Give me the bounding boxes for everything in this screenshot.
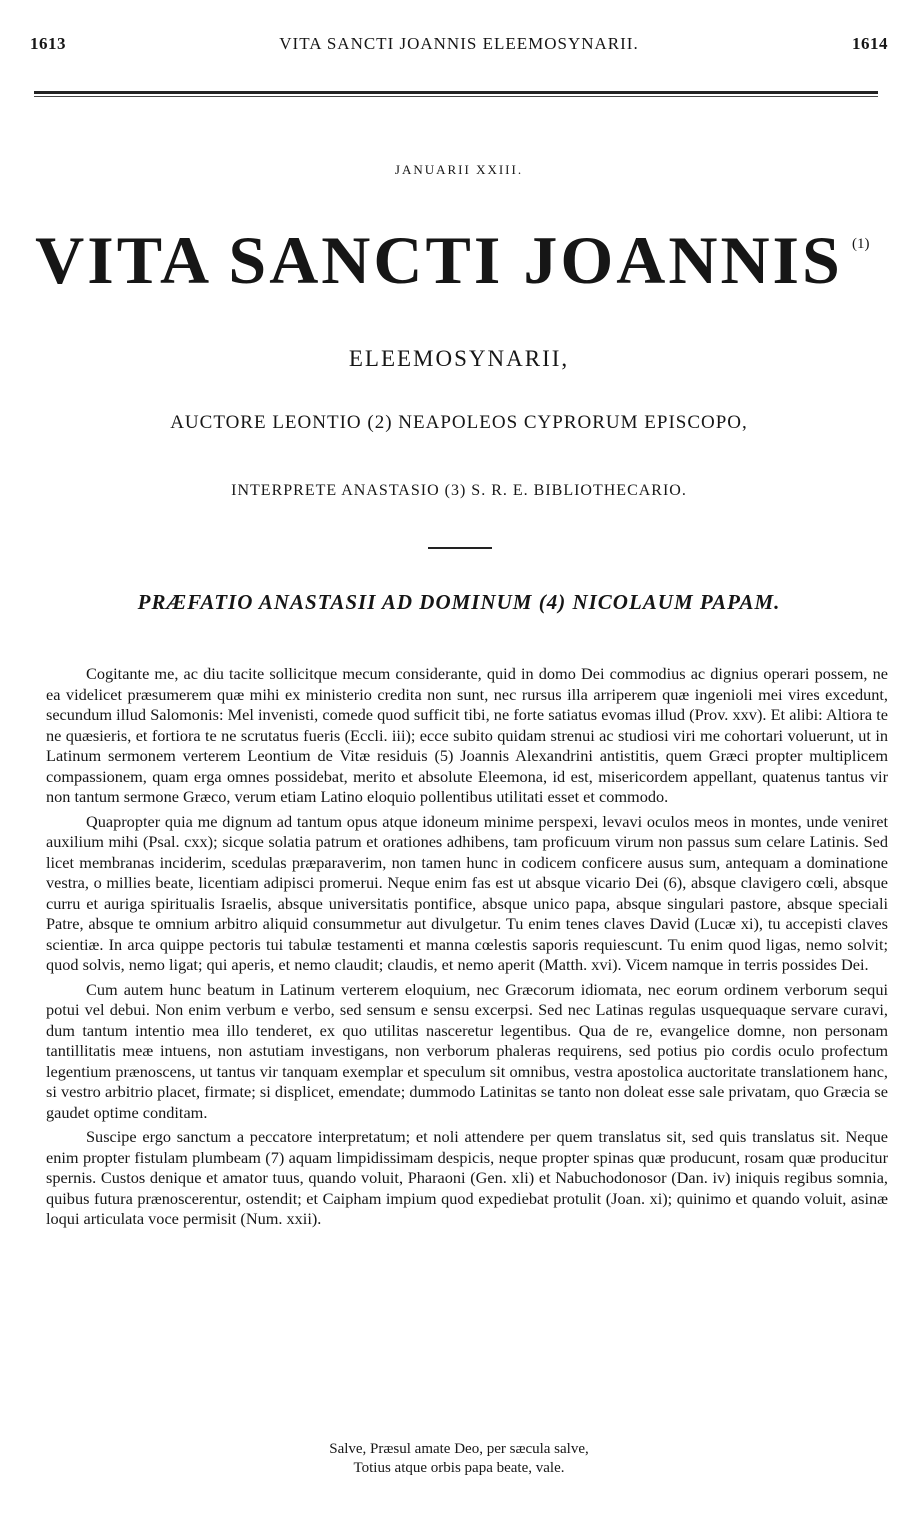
header-rule-thick — [34, 91, 878, 94]
main-title: VITA SANCTI JOANNIS — [35, 222, 843, 298]
page-number-right: 1614 — [852, 34, 888, 53]
header-rule-thin — [34, 96, 878, 97]
closing-verse — [0, 1440, 918, 1478]
feast-date: JANUARII XXIII. — [394, 162, 524, 177]
author-line: AUCTORE LEONTIO (2) NEAPOLEOS CYPRORUM EPISCOPO, — [170, 412, 748, 433]
running-title: VITA SANCTI JOANNIS ELEEMOSYNARII. — [279, 34, 639, 53]
paragraph: Cum autem hunc beatum in Latinum verterem eloquium, nec Græcorum idiomata, nec eorum ordinem verborum sequi potui vel debui. Non enim verbum e verbo, sed sensum e sensu excerpsi. Sed nec Latinas regulas usquequaque servare curavi, dum tantum intentio mea illo tenderet, ex quo utilitas nasceretur legentibus. Qua de re, evangelice domne, non personam tantillitatis meæ intuens, non astutiam investigans, non verborum phaleras requirens, sed potius pio cordis oculo profectum legentium prænoscens, ut tantus vir tanquam exemplar et speculum sit omnibus, vestra apostolica auctoritate translationem hanc, si vestro arbitrio placet, firmate; si displicet, emendate; dummodo Latinitas se tanto non doleat esse sale privatam, quo Græcia se gaudet optime conditam. — [46, 979, 888, 1122]
paragraph: Suscipe ergo sanctum a peccatore interpretatum; et noli attendere per quem translatus sit, sed quis translatus sit. Neque enim propter fistulam plumbeam (7) aquam limpidissimam despicis, neque propter spinas quæ producunt, rosam quæ producitur spernis. Custos denique et amator tuus, quando voluit, Pharaoni (Gen. xli) et Nabuchodonosor (Dan. iv) iniquis regibus somnia, quibus futura prænoscerentur, ostendit; et Caipham impium quod expediebat protulit (Joan. xi); quinimo et quando voluit, asinæ loqui articulata voce permisit (Num. xxii). — [46, 1127, 888, 1228]
preface-body — [46, 664, 888, 1234]
paragraph: Cogitante me, ac diu tacite sollicitque mecum considerante, quid in domo Dei commodius ac dignius operari possem, ne ea videlicet præsumerem quæ mihi ex ministerio credita non sunt, nec rursus illa arriperem quæ ingenioli mei vires excedunt, secundum illud Salomonis: Mel invenisti, comede quod sufficit tibi, ne forte satiatus evomas illud (Prov. xxv). Et alibi: Altiora te ne quæsieris, et fortiora te ne scrutatus fueris (Eccli. iii); ecce subito quidam strenui ac studiosi viri me cohortari voluerunt, ut in Latinum sermonem verterem Leontium de Vitæ residuis (5) Joannis Alexandrini antistitis, quem Græci propter multiplicem compassionem, quam erga omnes possidebat, merito et absolute Eleemona, id est, misericordem appellant, quatenus tantus vir non tantum sermone Græco, verum etiam Latino eloquio pollentibus utilitati esset et commodo. — [46, 664, 888, 806]
subtitle: ELEEMOSYNARII, — [348, 346, 570, 371]
paragraph: Quapropter quia me dignum ad tantum opus atque idoneum minime perspexi, levavi oculos meos in montes, unde veniret auxilium mihi (Psal. cxx); sicque solatia patrum et orationes adhibens, tam proficuum virum non passus sum celare Latinis. Sed licet membranas inciderim, scedulas præparaverim, non tamen hunc in codicem conficere ausus sum, antequam a dominatione vestra, o millies beate, licentiam adipisci promerui. Neque enim fas est ut absque vicario Dei (6), absque clavigero cœli, absque curru et auriga spiritualis Israelis, absque universitatis pontifice, absque unico papa, absque singulari pastore, absque speciali Patre, absque te omnium arbitro aliquid consummetur aut divulgetur. Tu enim tenes claves David (Lucæ xi), tu accepisti claves scientiæ. In arca quippe pectoris tui tabulæ testamenti et manna cœlestis saporis requiescunt. Tu enim quod ligas, nemo solvit; quod solvis, nemo ligat; qui aperis, et nemo claudit; claudis, et nemo aperit (Matth. xvi). Vicem namque in terris possides Dei. — [46, 811, 888, 974]
running-header — [30, 34, 888, 58]
translator-line: INTERPRETE ANASTASIO (3) S. R. E. BIBLIOTHECARIO. — [231, 482, 687, 499]
title-footnote-marker: (1) — [852, 236, 870, 252]
page-number-left: 1613 — [30, 34, 66, 53]
verse-line: Totius atque orbis papa beate, vale. — [353, 1460, 565, 1476]
preface-title: PRÆFATIO ANASTASII AD DOMINUM (4) NICOLAUM PAPAM. — [137, 590, 781, 614]
verse-line: Salve, Præsul amate Deo, per sæcula salve, — [329, 1441, 589, 1457]
section-divider — [428, 547, 492, 549]
